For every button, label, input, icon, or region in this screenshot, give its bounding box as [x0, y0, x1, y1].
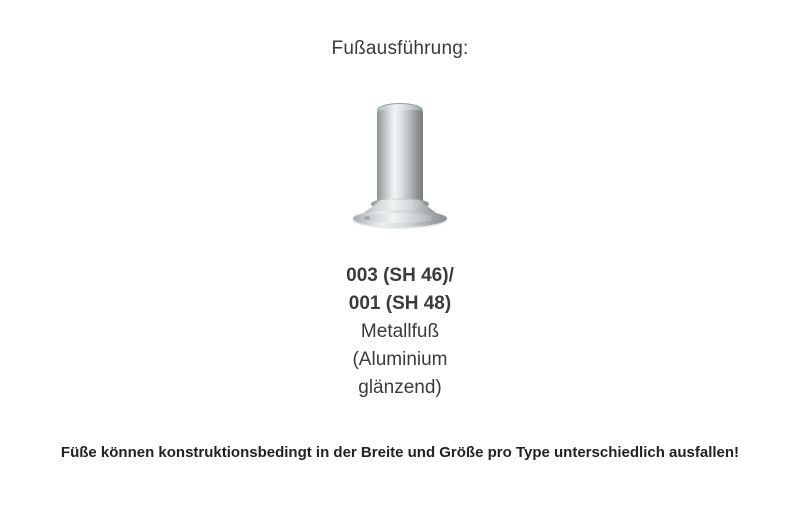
product-description-line-1: Metallfuß: [360, 321, 440, 342]
product-description-line-2: (Aluminium: [352, 349, 448, 370]
foot-cylinder-body: [377, 110, 423, 206]
metal-foot-image: [335, 100, 465, 230]
foot-screw-right: [431, 216, 437, 220]
product-code-line-2: 001 (SH 48): [348, 293, 452, 314]
product-description-line-3: glänzend): [358, 377, 442, 398]
page-title: Fußausführung:: [331, 38, 469, 59]
product-image-figure: [0, 100, 800, 230]
product-code-line-1: 003 (SH 46)/: [346, 265, 454, 286]
footnote-text: Füße können konstruktionsbedingt in der Breite und Größe pro Type unterschiedlich ausfallen!: [60, 444, 740, 461]
foot-base-plate-inner: [365, 213, 435, 223]
foot-screw-left: [364, 216, 370, 220]
product-caption: [0, 262, 800, 402]
